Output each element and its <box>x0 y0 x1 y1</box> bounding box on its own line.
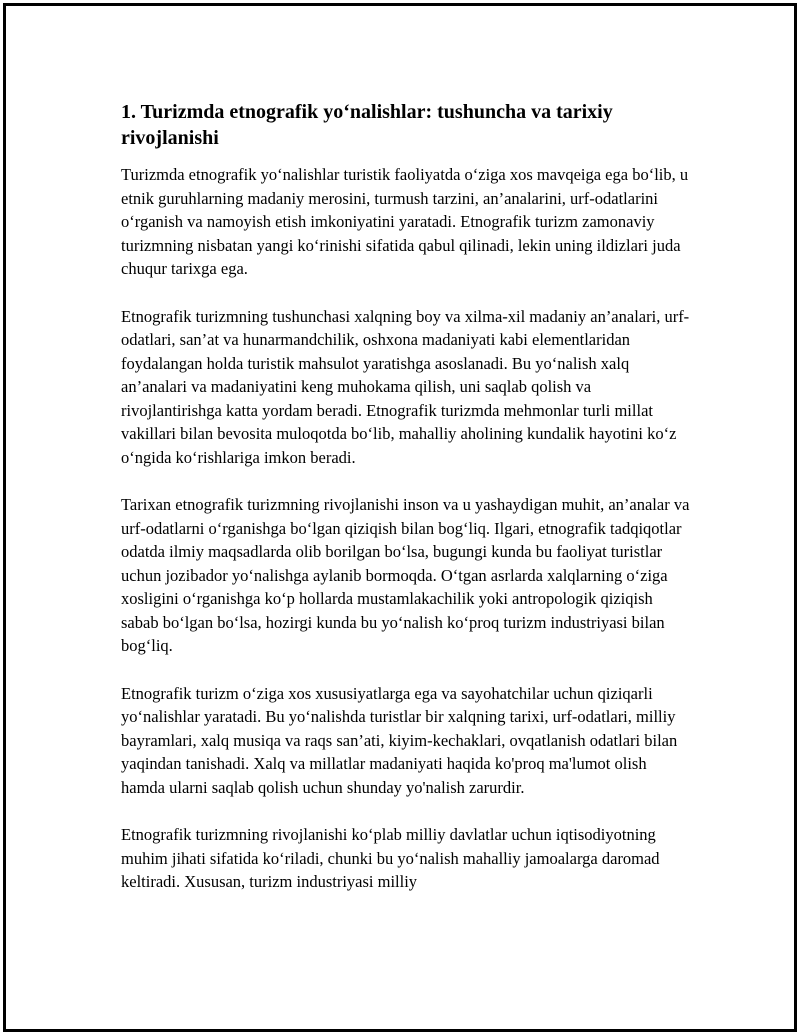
document-body <box>121 99 693 918</box>
paragraph: Etnografik turizmning rivojlanishi ko‘plab milliy davlatlar uchun iqtisodiyotning muhim jihati sifatida ko‘riladi, chunki bu yo‘nalish mahalliy jamoalarga daromad keltiradi. Xususan, turizm industriyasi milliy <box>121 825 660 891</box>
paragraph: Etnografik turizm o‘ziga xos xususiyatlarga ega va sayohatchilar uchun qiziqarli yo‘nalishlar yaratadi. Bu yo‘nalishda turistlar bir xalqning tarixi, urf-odatlari, milliy bayramlari, xalq musiqa va raqs san’ati, kiyim-kechaklari, ovqatlanish odatlari bilan yaqindan tanishadi. Xalq va millatlar madaniyati haqida ko'proq ma'lumot olish hamda ularni saqlab qolish uchun shunday yo'nalish zarurdir. <box>121 683 678 797</box>
document-page <box>3 3 797 1032</box>
paragraph: Tarixan etnografik turizmning rivojlanishi inson va u yashaydigan muhit, an’analar va urf-odatlarni o‘rganishga bo‘lgan qiziqish bilan bog‘liq. Ilgari, etnografik tadqiqotlar odatda ilmiy maqsadlarda olib borilgan bo‘lsa, bugungi kunda bu faoliyat turistlar uchun jozibador yo‘nalishga aylanib bormoqda. O‘tgan asrlarda xalqlarning o‘ziga xosligini o‘rganishga ko‘p hollarda mustamlakachilik yoki antropologik qiziqish sabab bo‘lgan bo‘lsa, hozirgi kunda bu yo‘nalish ko‘proq turizm industriyasi bilan bog‘liq. <box>121 495 690 655</box>
paragraph: Etnografik turizmning tushunchasi xalqning boy va xilma-xil madaniy an’analari, urf-odatlari, san’at va hunarmandchilik, oshxona madaniyati kabi elementlaridan foydalangan holda turistik mahsulot yaratishga asoslanadi. Bu yo‘nalish xalq an’analari va madaniyatini keng muhokama qilish, uni saqlab qolish va rivojlantirishga katta yordam beradi. Etnografik turizmda mehmonlar turli millat vakillari bilan bevosita muloqotda bo‘lib, mahalliy aholining kundalik hayotini ko‘z o‘ngida ko‘rishlariga imkon beradi. <box>121 306 690 467</box>
paragraph: Turizmda etnografik yo‘nalishlar turistik faoliyatda o‘ziga xos mavqeiga ega bo‘lib, u etnik guruhlarning madaniy merosini, turmush tarzini, an’analarini, urf-odatlarini o‘rganish va namoyish etish imkoniyatini yaratadi. Etnografik turizm zamonaviy turizmning nisbatan yangi ko‘rinishi sifatida qabul qilinadi, lekin uning ildizlari juda chuqur tarixga ega. <box>121 165 689 278</box>
section-heading: 1. Turizmda etnografik yo‘nalishlar: tushuncha va tarixiy rivojlanishi <box>121 101 613 149</box>
